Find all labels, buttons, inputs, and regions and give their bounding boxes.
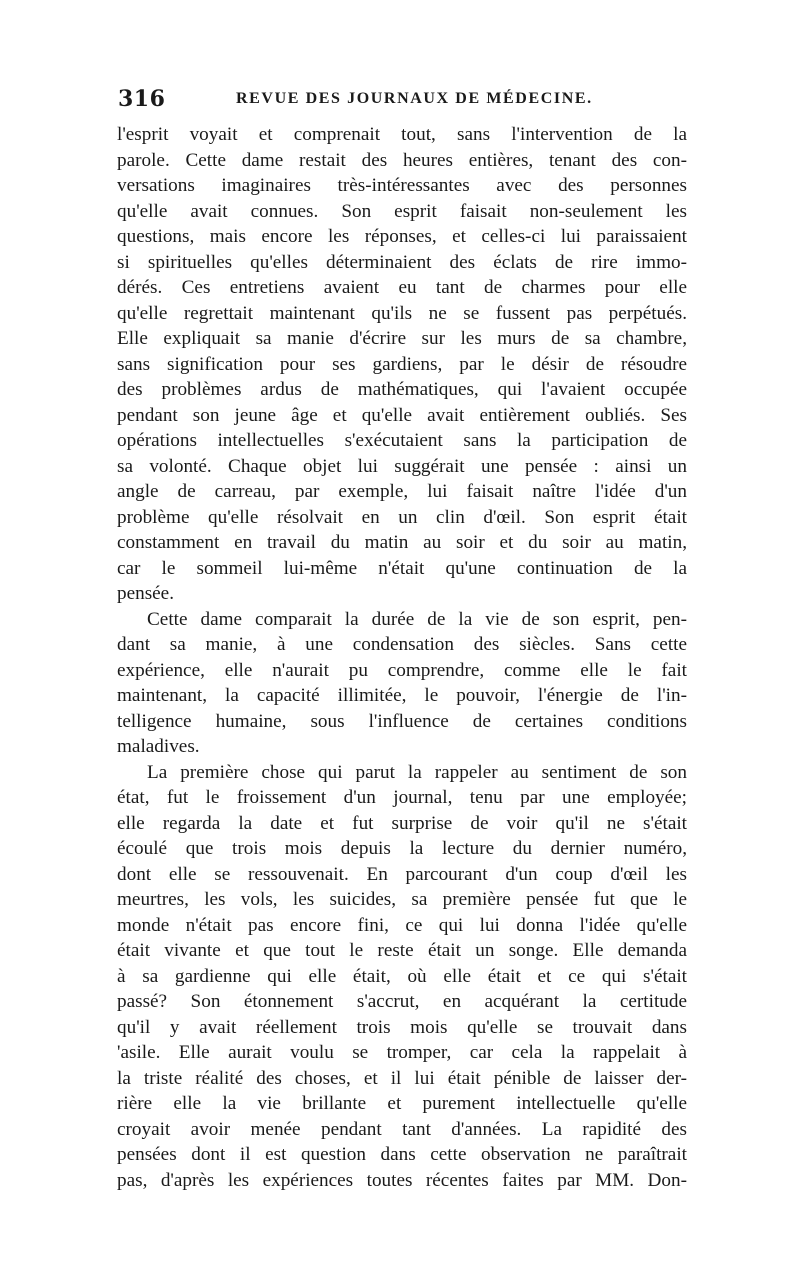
text-line: si spirituelles qu'elles déterminaient des éclats de rire immo- bbox=[117, 251, 687, 273]
text-line: qu'il y avait réellement trois mois qu'elle se trouvait dans bbox=[117, 1016, 687, 1038]
text-line: 'asile. Elle aurait voulu se tromper, car cela la rappelait à bbox=[117, 1042, 687, 1063]
text-line: écoulé que trois mois depuis la lecture du dernier numéro, bbox=[117, 838, 687, 859]
text-line: parole. Cette dame restait des heures entières, tenant des con- bbox=[117, 149, 687, 171]
paragraph-end-line: maladives. bbox=[117, 736, 200, 757]
text-line: elle regarda la date et fut surprise de voir qu'il ne s'était bbox=[117, 812, 687, 834]
text-line: Elle expliquait sa manie d'écrire sur les murs de sa chambre, bbox=[117, 328, 687, 349]
text-line: l'esprit voyait et comprenait tout, sans l'intervention de la bbox=[117, 124, 687, 145]
text-line: questions, mais encore les réponses, et celles-ci lui paraissaient bbox=[117, 226, 687, 247]
text-line: la triste réalité des choses, et il lui était pénible de laisser der- bbox=[117, 1067, 687, 1089]
text-line: angle de carreau, par exemple, lui faisait naître l'idée d'un bbox=[117, 481, 687, 502]
text-line: à sa gardienne qui elle était, où elle était et ce qui s'était bbox=[117, 965, 687, 987]
text-line: qu'elle avait connues. Son esprit faisait non-seulement les bbox=[117, 200, 687, 222]
text-line: versations imaginaires très-intéressantes avec des personnes bbox=[117, 175, 687, 196]
text-line: des problèmes ardus de mathématiques, qui l'avaient occupée bbox=[117, 379, 687, 400]
text-line: qu'elle regrettait maintenant qu'ils ne se fussent pas perpétués. bbox=[117, 302, 687, 324]
text-line: dérés. Ces entretiens avaient eu tant de charmes pour elle bbox=[117, 277, 687, 298]
running-head bbox=[118, 86, 690, 116]
page-number: 316 bbox=[118, 86, 166, 112]
text-line: croyait avoir menée pendant tant d'années. La rapidité des bbox=[117, 1118, 687, 1140]
text-line: meurtres, les vols, les suicides, sa première pensée fut que le bbox=[117, 889, 687, 910]
journal-title: REVUE DES JOURNAUX DE MÉDECINE. bbox=[236, 90, 593, 107]
text-line: pas, d'après les expériences toutes récentes faites par MM. Don- bbox=[117, 1169, 687, 1191]
text-line: sans signification pour ses gardiens, par le désir de résoudre bbox=[117, 353, 687, 375]
body-text bbox=[117, 122, 687, 1193]
text-line: car le sommeil lui-même n'était qu'une continuation de la bbox=[117, 557, 687, 579]
text-line: dont elle se ressouvenait. En parcourant d'un coup d'œil les bbox=[117, 863, 687, 885]
text-line: expérience, elle n'aurait pu comprendre, comme elle le fait bbox=[117, 659, 687, 681]
paragraph-first-line: La première chose qui parut la rappeler au sentiment de son bbox=[147, 761, 687, 783]
text-line: monde n'était pas encore fini, ce qui lui donna l'idée qu'elle bbox=[117, 914, 687, 936]
text-line: état, fut le froissement d'un journal, tenu par une employée; bbox=[117, 787, 687, 808]
paragraph-first-line: Cette dame comparait la durée de la vie de son esprit, pen- bbox=[147, 608, 687, 630]
text-line: maintenant, la capacité illimitée, le pouvoir, l'énergie de l'in- bbox=[117, 685, 687, 706]
text-line: telligence humaine, sous l'influence de certaines conditions bbox=[117, 710, 687, 732]
text-line: problème qu'elle résolvait en un clin d'œil. Son esprit était bbox=[117, 506, 687, 528]
text-line: passé? Son étonnement s'accrut, en acquérant la certitude bbox=[117, 991, 687, 1012]
text-line: pensées dont il est question dans cette observation ne paraîtrait bbox=[117, 1144, 687, 1165]
paragraph-end-line: pensée. bbox=[117, 583, 175, 604]
text-line: opérations intellectuelles s'exécutaient sans la participation de bbox=[117, 430, 687, 451]
text-line: rière elle la vie brillante et purement intellectuelle qu'elle bbox=[117, 1093, 687, 1114]
text-line: dant sa manie, à une condensation des siècles. Sans cette bbox=[117, 634, 687, 655]
text-line: constamment en travail du matin au soir et du soir au matin, bbox=[117, 532, 687, 553]
text-line: sa volonté. Chaque objet lui suggérait une pensée : ainsi un bbox=[117, 455, 687, 477]
text-line: pendant son jeune âge et qu'elle avait entièrement oubliés. Ses bbox=[117, 404, 687, 426]
text-line: était vivante et que tout le reste était un songe. Elle demanda bbox=[117, 940, 687, 961]
